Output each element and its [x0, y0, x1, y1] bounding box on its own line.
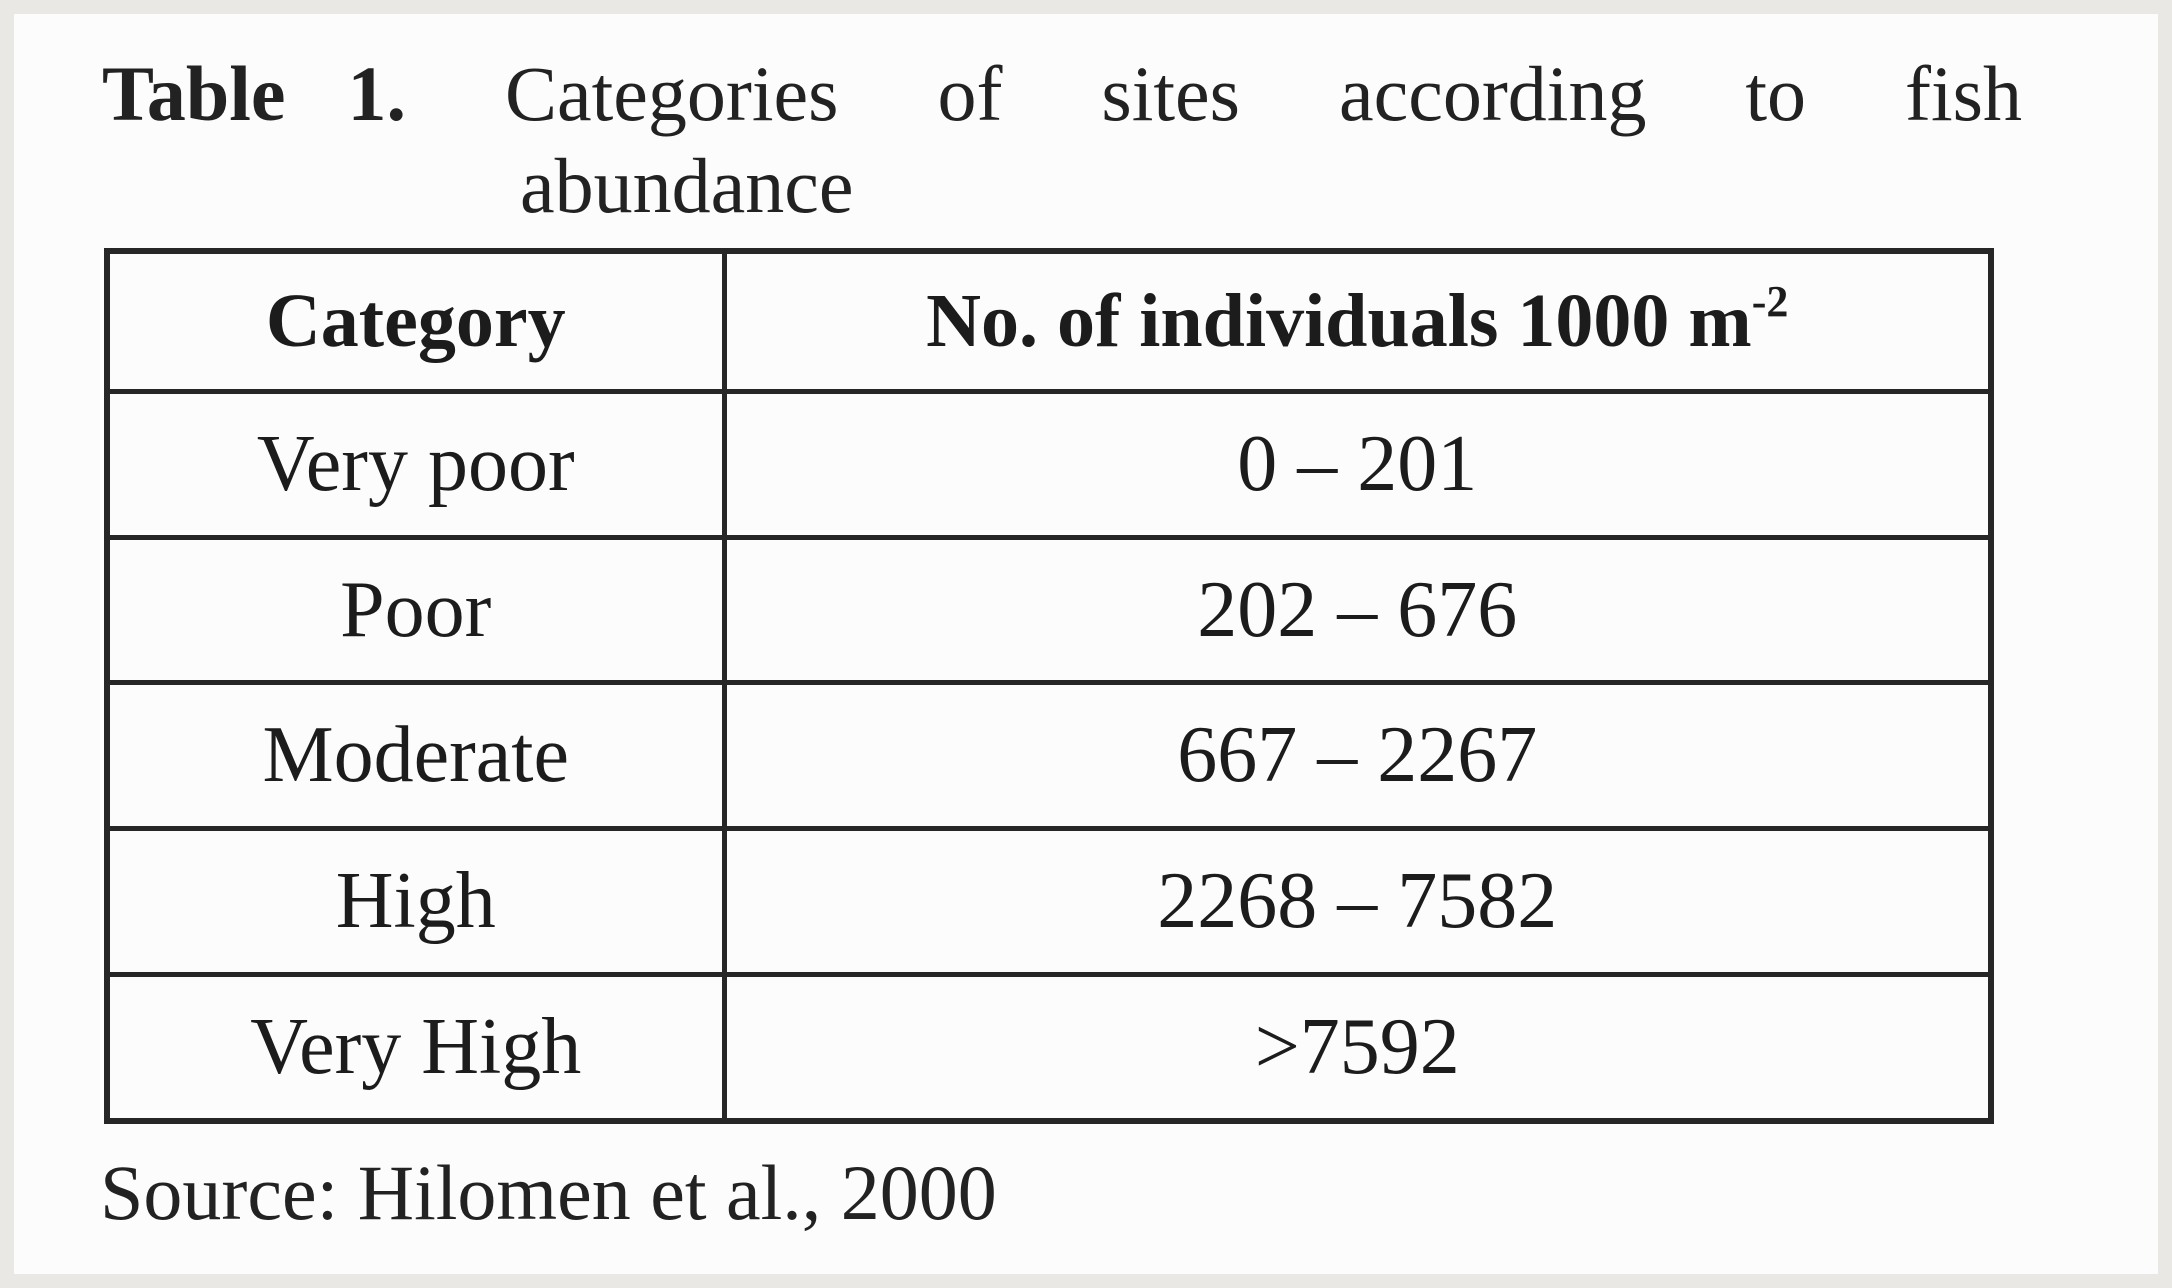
- caption-label: [102, 48, 406, 140]
- caption-label-word: 1.: [347, 50, 407, 137]
- category-cell: Moderate: [107, 683, 724, 829]
- caption-label-word: Table: [102, 50, 286, 137]
- category-cell: Very poor: [107, 391, 724, 537]
- caption-word: Categories: [504, 50, 839, 137]
- source-note: Source: Hilomen et al., 2000: [100, 1149, 997, 1236]
- table-row: [107, 537, 1991, 683]
- table-header-row: [107, 251, 1991, 391]
- range-cell: 2268 – 7582: [724, 829, 1991, 975]
- header-category: Category: [107, 251, 724, 391]
- table-row: [107, 391, 1991, 537]
- header-individuals-text: No. of individuals 1000 m: [926, 278, 1752, 363]
- caption-word: to: [1745, 50, 1807, 137]
- abundance-table-container: [104, 248, 1994, 1124]
- table-row: [107, 683, 1991, 829]
- table-row: [107, 829, 1991, 975]
- range-cell: 667 – 2267: [724, 683, 1991, 829]
- caption-word: fish: [1904, 50, 2022, 137]
- document-page: [14, 14, 2158, 1274]
- category-cell: Poor: [107, 537, 724, 683]
- caption-word: according: [1338, 50, 1647, 137]
- caption-line-1: [102, 48, 2022, 140]
- range-cell: >7592: [724, 974, 1991, 1121]
- range-cell: 202 – 676: [724, 537, 1991, 683]
- category-cell: High: [107, 829, 724, 975]
- unit-exponent: -2: [1751, 276, 1789, 326]
- table-row: [107, 974, 1991, 1121]
- abundance-table: [104, 248, 1994, 1124]
- caption-line-2: abundance: [520, 142, 854, 229]
- caption-word: of: [937, 50, 1003, 137]
- range-cell: 0 – 201: [724, 391, 1991, 537]
- caption-word: sites: [1101, 50, 1241, 137]
- category-cell: Very High: [107, 974, 724, 1121]
- table-caption: [102, 48, 2022, 232]
- header-individuals: [724, 251, 1991, 391]
